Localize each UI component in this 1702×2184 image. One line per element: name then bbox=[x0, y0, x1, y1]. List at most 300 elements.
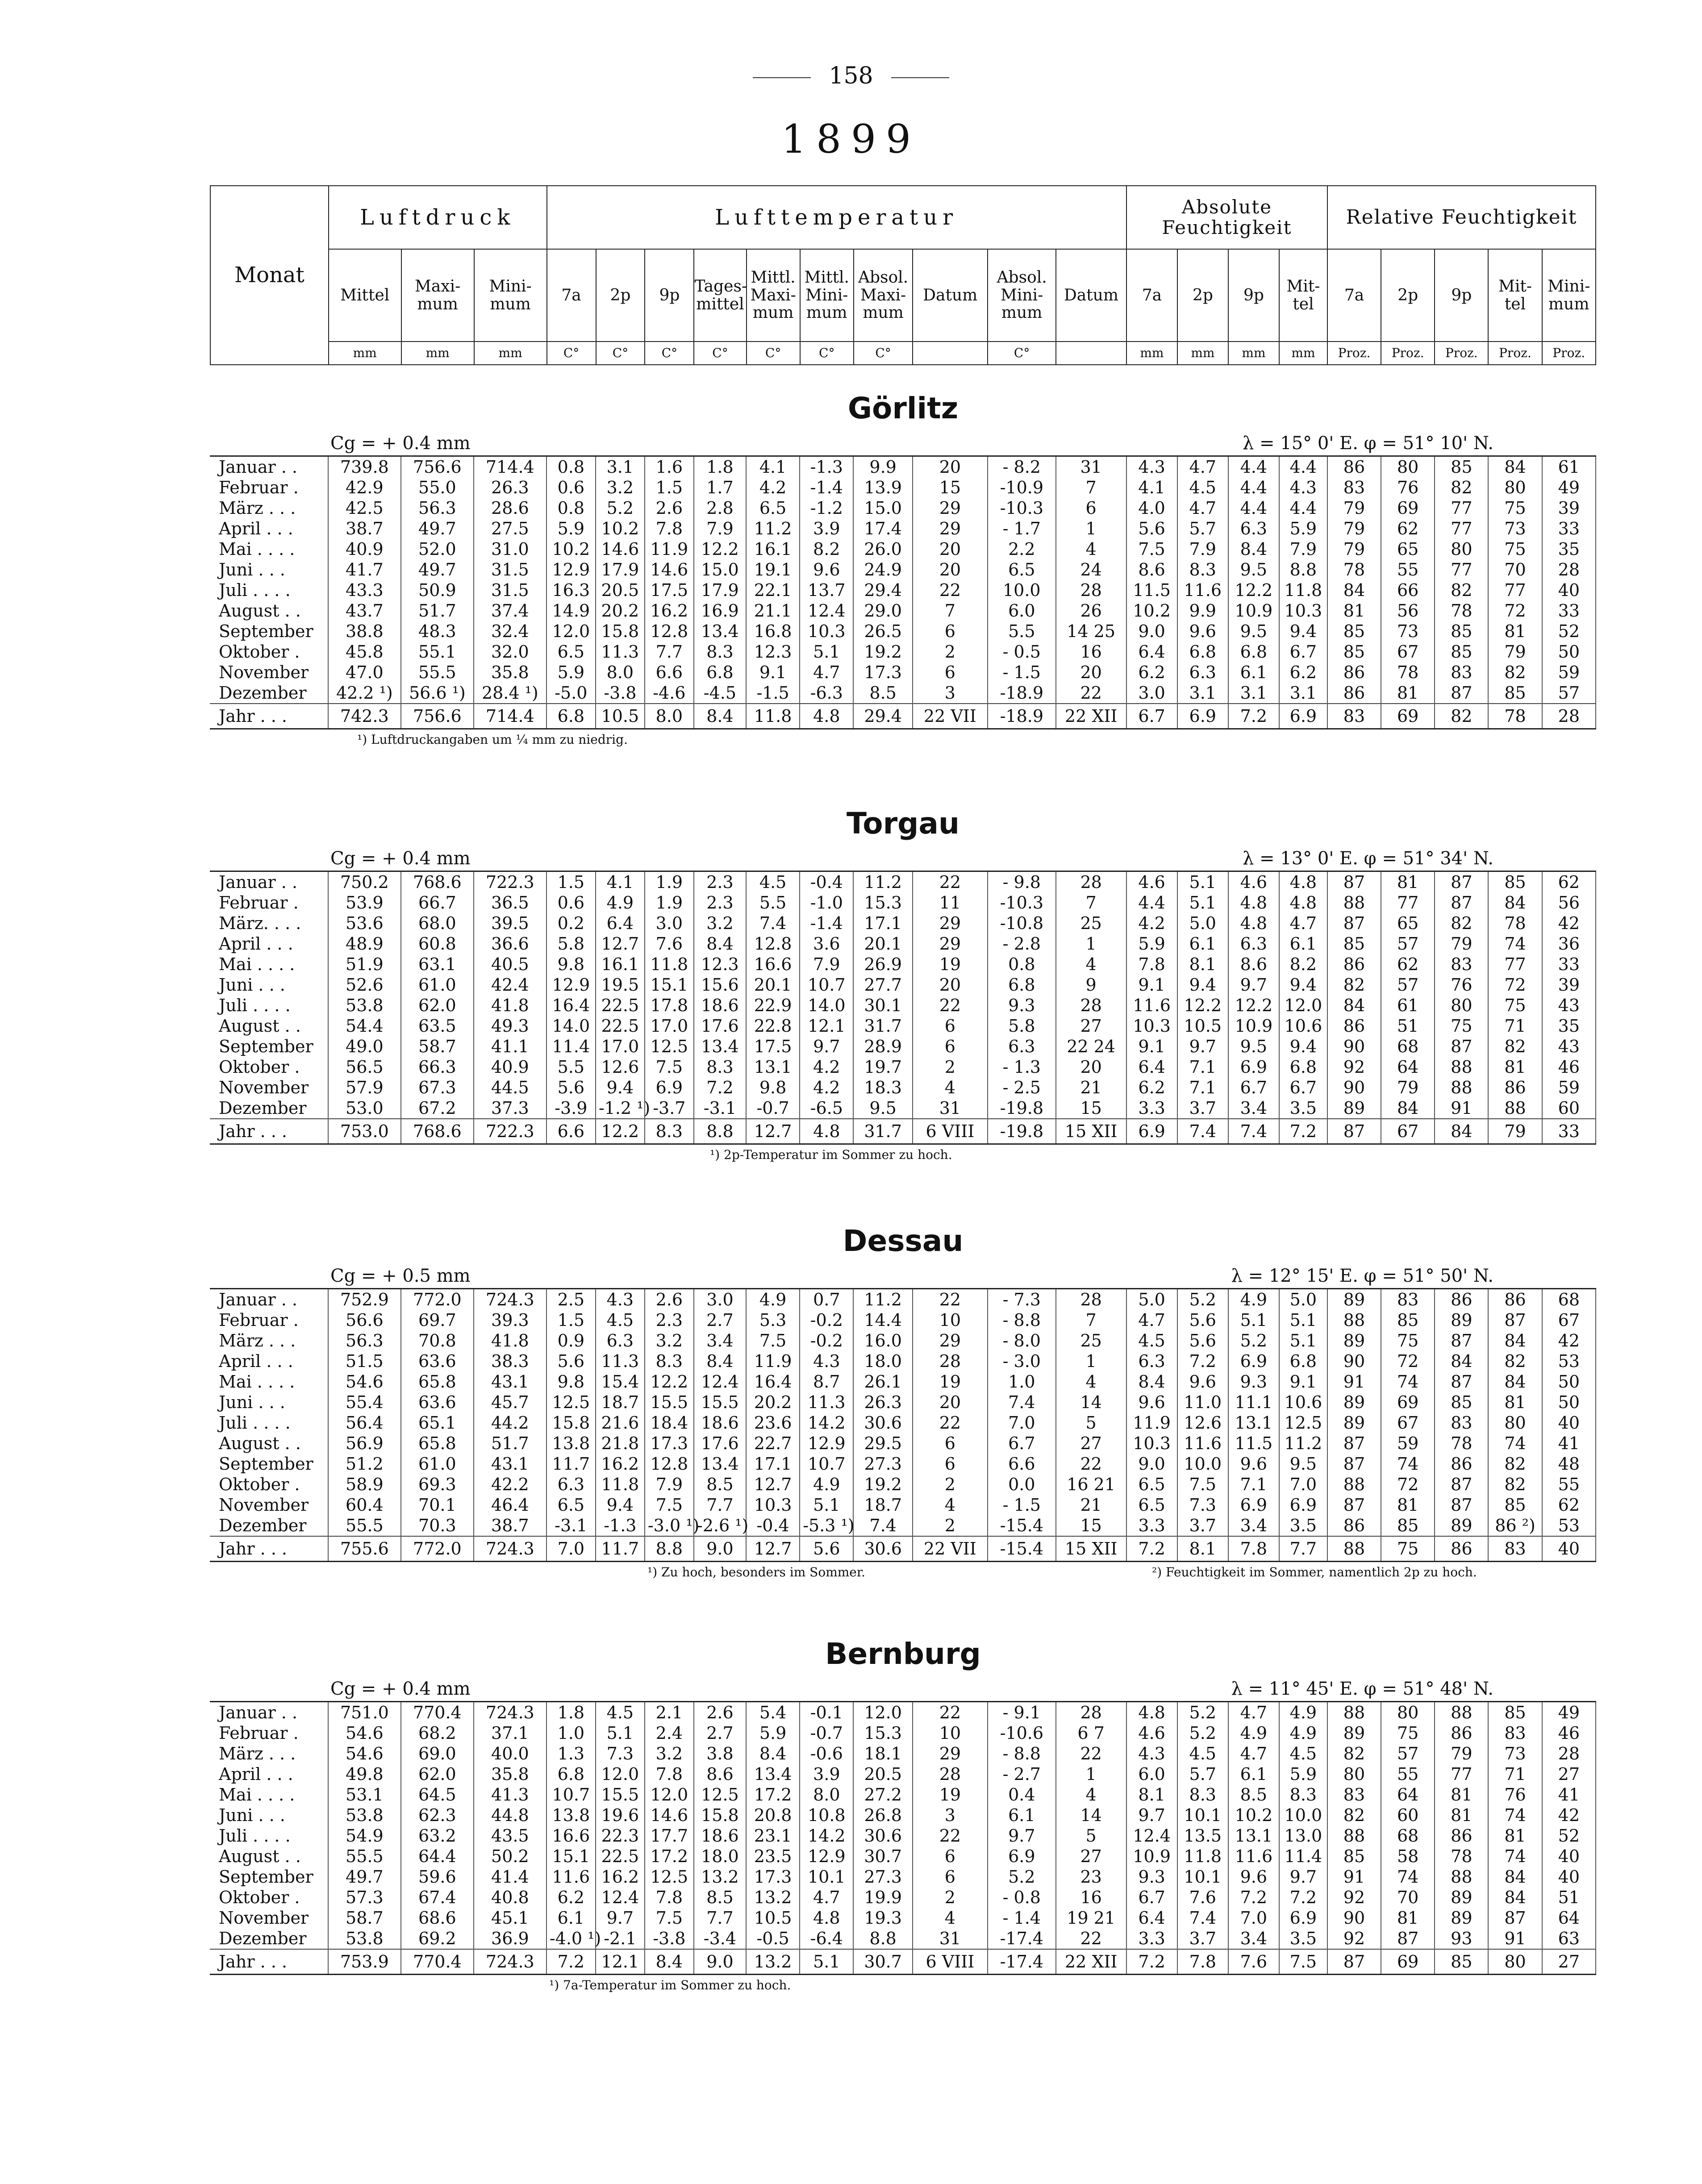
table-cell: 13.1 bbox=[1228, 1826, 1279, 1846]
table-cell: 63.5 bbox=[401, 1016, 474, 1036]
table-cell: 17.6 bbox=[694, 1016, 746, 1036]
table-cell: 4 bbox=[913, 1495, 988, 1515]
table-cell: 55.1 bbox=[401, 642, 474, 662]
table-cell: 68 bbox=[1542, 1289, 1596, 1310]
table-cell: 0.9 bbox=[546, 1330, 596, 1351]
month-label: Januar . . bbox=[210, 456, 328, 478]
table-cell: 12.0 bbox=[853, 1702, 912, 1723]
table-cell: 6.1 bbox=[1228, 1764, 1279, 1784]
table-cell: 17.9 bbox=[596, 559, 645, 580]
table-cell: 7.0 bbox=[546, 1536, 596, 1562]
table-cell: 12.0 bbox=[546, 621, 596, 642]
table-cell: 9.6 bbox=[1228, 1867, 1279, 1887]
column-unit: C° bbox=[800, 342, 854, 365]
table-cell: 5.7 bbox=[1177, 518, 1228, 539]
table-cell: 8.8 bbox=[853, 1928, 912, 1949]
table-cell: 83 bbox=[1327, 1784, 1381, 1805]
table-cell: 53 bbox=[1542, 1515, 1596, 1536]
table-cell: 85 bbox=[1435, 621, 1488, 642]
table-cell: 53.8 bbox=[328, 1928, 401, 1949]
table-cell: 15.5 bbox=[645, 1392, 694, 1413]
table-cell: 85 bbox=[1435, 456, 1488, 478]
table-cell: 22.5 bbox=[596, 995, 645, 1016]
table-cell: 6.5 bbox=[1126, 1495, 1177, 1515]
table-cell: 61 bbox=[1381, 995, 1435, 1016]
table-cell: -19.8 bbox=[988, 1119, 1056, 1144]
table-cell: 81 bbox=[1488, 1392, 1542, 1413]
table-cell: 19.9 bbox=[853, 1887, 912, 1908]
table-cell: 73 bbox=[1488, 518, 1542, 539]
table-cell: 5.2 bbox=[1177, 1289, 1228, 1310]
table-cell: 4 bbox=[1056, 954, 1126, 975]
table-cell: 86 bbox=[1327, 683, 1381, 704]
month-label: April . . . bbox=[210, 518, 328, 539]
table-cell: 5.2 bbox=[596, 498, 645, 518]
table-cell: 724.3 bbox=[474, 1702, 546, 1723]
month-row bbox=[210, 1392, 1596, 1413]
table-cell: 50.9 bbox=[401, 580, 474, 600]
table-cell: 46 bbox=[1542, 1057, 1596, 1077]
table-cell: 58.7 bbox=[401, 1036, 474, 1057]
table-cell: 63 bbox=[1542, 1928, 1596, 1949]
column-unit: C° bbox=[854, 342, 913, 365]
month-label: Juli . . . . bbox=[210, 580, 328, 600]
table-cell: 55.5 bbox=[328, 1846, 401, 1867]
table-cell: 80 bbox=[1488, 1413, 1542, 1433]
table-cell: 43.1 bbox=[474, 1454, 546, 1474]
table-cell: -10.6 bbox=[988, 1723, 1056, 1743]
table-cell: 756.6 bbox=[401, 456, 474, 478]
table-cell: 81 bbox=[1488, 621, 1542, 642]
table-cell: 18.6 bbox=[694, 995, 746, 1016]
table-cell: 8.4 bbox=[694, 704, 746, 729]
table-cell: 42 bbox=[1542, 1805, 1596, 1826]
month-row bbox=[210, 954, 1596, 975]
table-cell: 5 bbox=[1056, 1826, 1126, 1846]
table-cell: 27 bbox=[1056, 1016, 1126, 1036]
table-cell: 11.3 bbox=[800, 1392, 853, 1413]
table-cell: 77 bbox=[1435, 498, 1488, 518]
table-cell: 35 bbox=[1542, 1016, 1596, 1036]
table-cell: 10.1 bbox=[800, 1867, 853, 1887]
table-cell: - 8.8 bbox=[988, 1310, 1056, 1330]
table-cell: 6.7 bbox=[1279, 1077, 1327, 1098]
table-cell: 75 bbox=[1435, 1016, 1488, 1036]
table-cell: 10.2 bbox=[596, 518, 645, 539]
column-label: Datum bbox=[913, 249, 988, 342]
table-cell: 7.3 bbox=[1177, 1495, 1228, 1515]
footnote: ¹) Luftdruckangaben um ¼ mm zu niedrig. bbox=[357, 732, 628, 747]
table-cell: 92 bbox=[1327, 1887, 1381, 1908]
table-cell: 79 bbox=[1435, 1743, 1488, 1764]
table-cell: 7.2 bbox=[1228, 1887, 1279, 1908]
table-cell: 40 bbox=[1542, 1413, 1596, 1433]
table-cell: 52.0 bbox=[401, 539, 474, 559]
table-cell: 8.3 bbox=[1177, 1784, 1228, 1805]
table-cell: 90 bbox=[1327, 1036, 1381, 1057]
table-cell: 84 bbox=[1435, 1351, 1488, 1371]
table-cell: 70.8 bbox=[401, 1330, 474, 1351]
table-cell: 7.7 bbox=[1279, 1536, 1327, 1562]
table-cell: 15 XII bbox=[1056, 1119, 1126, 1144]
table-cell: 6 bbox=[1056, 498, 1126, 518]
year-row bbox=[210, 704, 1596, 729]
table-cell: 80 bbox=[1381, 1702, 1435, 1723]
table-cell: 4.4 bbox=[1228, 477, 1279, 498]
table-cell: 6.4 bbox=[1126, 642, 1177, 662]
table-cell: 65.8 bbox=[401, 1433, 474, 1454]
month-label: Juni . . . bbox=[210, 559, 328, 580]
table-cell: 6.1 bbox=[988, 1805, 1056, 1826]
table-cell: 62 bbox=[1542, 1495, 1596, 1515]
table-cell: 10.0 bbox=[1279, 1805, 1327, 1826]
table-cell: 8.4 bbox=[694, 1351, 746, 1371]
table-cell: 67 bbox=[1381, 1413, 1435, 1433]
table-cell: -10.3 bbox=[988, 498, 1056, 518]
table-cell: 40.9 bbox=[474, 1057, 546, 1077]
table-cell: 16 bbox=[1056, 642, 1126, 662]
table-cell: 6.9 bbox=[988, 1846, 1056, 1867]
table-cell: 40.5 bbox=[474, 954, 546, 975]
table-cell: 14.9 bbox=[546, 600, 596, 621]
table-cell: 86 bbox=[1435, 1723, 1488, 1743]
table-cell: 4.3 bbox=[1126, 1743, 1177, 1764]
table-cell: 79 bbox=[1327, 518, 1381, 539]
table-cell: 2 bbox=[913, 1887, 988, 1908]
table-cell: 4.2 bbox=[1126, 913, 1177, 934]
month-label: April . . . bbox=[210, 1764, 328, 1784]
table-cell: 3.4 bbox=[1228, 1928, 1279, 1949]
table-cell: 92 bbox=[1327, 1928, 1381, 1949]
table-cell: 0.7 bbox=[800, 1289, 853, 1310]
table-cell: 10.7 bbox=[800, 1454, 853, 1474]
table-cell: 27.5 bbox=[474, 518, 546, 539]
table-cell: 27.2 bbox=[853, 1784, 912, 1805]
table-cell: 7.8 bbox=[645, 518, 694, 539]
table-cell: 40.8 bbox=[474, 1887, 546, 1908]
table-cell: 7.5 bbox=[1126, 539, 1177, 559]
table-cell: 26 bbox=[1056, 600, 1126, 621]
table-cell: 13.0 bbox=[1279, 1826, 1327, 1846]
table-cell: 1.8 bbox=[694, 456, 746, 478]
table-cell: 77 bbox=[1488, 954, 1542, 975]
table-cell: 10.0 bbox=[988, 580, 1056, 600]
table-cell: 22.9 bbox=[746, 995, 800, 1016]
table-cell: 11.5 bbox=[1126, 580, 1177, 600]
table-cell: 4.7 bbox=[800, 662, 853, 683]
table-cell: -0.7 bbox=[800, 1723, 853, 1743]
table-cell: 11.0 bbox=[1177, 1392, 1228, 1413]
table-cell: 3.3 bbox=[1126, 1515, 1177, 1536]
table-cell: 75 bbox=[1488, 498, 1542, 518]
station-block bbox=[210, 1221, 1596, 1580]
month-label: September bbox=[210, 1454, 328, 1474]
table-cell: 7.4 bbox=[853, 1515, 912, 1536]
table-cell: 4.7 bbox=[1279, 913, 1327, 934]
table-cell: 41.8 bbox=[474, 995, 546, 1016]
table-cell: 28 bbox=[913, 1764, 988, 1784]
table-cell: 59 bbox=[1381, 1433, 1435, 1454]
table-cell: 10.1 bbox=[1177, 1805, 1228, 1826]
table-cell: 4.6 bbox=[1228, 871, 1279, 893]
table-cell: 5.9 bbox=[1126, 934, 1177, 954]
table-cell: 51.5 bbox=[328, 1351, 401, 1371]
month-label: Januar . . bbox=[210, 1702, 328, 1723]
table-cell: 91 bbox=[1327, 1371, 1381, 1392]
month-row bbox=[210, 1413, 1596, 1433]
table-cell: 52.6 bbox=[328, 975, 401, 995]
table-cell: 87 bbox=[1488, 1908, 1542, 1928]
table-cell: 31.0 bbox=[474, 539, 546, 559]
table-cell: 87 bbox=[1488, 1310, 1542, 1330]
table-cell: 7.8 bbox=[1126, 954, 1177, 975]
table-cell: 54.6 bbox=[328, 1723, 401, 1743]
footnote: ²) Feuchtigkeit im Sommer, namentlich 2p zu hoch. bbox=[1152, 1565, 1477, 1580]
table-cell: 22 bbox=[1056, 683, 1126, 704]
table-cell: 21.8 bbox=[596, 1433, 645, 1454]
table-cell: 22.5 bbox=[596, 1846, 645, 1867]
table-cell: 49.3 bbox=[474, 1016, 546, 1036]
table-cell: 5.6 bbox=[1177, 1330, 1228, 1351]
table-cell: 18.0 bbox=[853, 1351, 912, 1371]
table-cell: 5.7 bbox=[1177, 1764, 1228, 1784]
table-cell: 8.5 bbox=[694, 1887, 746, 1908]
table-cell: 87 bbox=[1327, 1119, 1381, 1144]
table-cell: 724.3 bbox=[474, 1289, 546, 1310]
table-cell: 6.7 bbox=[1126, 704, 1177, 729]
table-cell: 22 bbox=[913, 1826, 988, 1846]
table-cell: 77 bbox=[1435, 518, 1488, 539]
table-cell: 17.3 bbox=[645, 1433, 694, 1454]
table-cell: 4.9 bbox=[1279, 1723, 1327, 1743]
column-label: 2p bbox=[1177, 249, 1228, 342]
table-cell: 2 bbox=[913, 1474, 988, 1495]
table-cell: 9.5 bbox=[853, 1098, 912, 1119]
table-cell: 58.7 bbox=[328, 1908, 401, 1928]
table-cell: -3.8 bbox=[645, 1928, 694, 1949]
table-cell: 57 bbox=[1381, 934, 1435, 954]
table-cell: 74 bbox=[1381, 1454, 1435, 1474]
table-cell: 89 bbox=[1327, 1723, 1381, 1743]
table-cell: 50 bbox=[1542, 1392, 1596, 1413]
table-cell: 11.8 bbox=[1279, 580, 1327, 600]
footnotes bbox=[210, 1562, 1596, 1580]
table-cell: 28 bbox=[1542, 704, 1596, 729]
table-cell: 41.4 bbox=[474, 1867, 546, 1887]
table-cell: 85 bbox=[1327, 934, 1381, 954]
table-cell: 10.3 bbox=[746, 1495, 800, 1515]
table-cell: 6 bbox=[913, 1433, 988, 1454]
table-cell: 29 bbox=[913, 913, 988, 934]
table-cell: 87 bbox=[1435, 871, 1488, 893]
table-cell: 18.6 bbox=[694, 1413, 746, 1433]
table-cell: 6.8 bbox=[1279, 1351, 1327, 1371]
table-cell: 48.9 bbox=[328, 934, 401, 954]
table-cell: 21 bbox=[1056, 1077, 1126, 1098]
table-cell: 2.6 bbox=[645, 498, 694, 518]
table-cell: 3.7 bbox=[1177, 1515, 1228, 1536]
table-cell: 11.2 bbox=[746, 518, 800, 539]
column-unit: mm bbox=[401, 342, 474, 365]
table-cell: 87 bbox=[1327, 1949, 1381, 1975]
table-cell: 4.9 bbox=[1228, 1723, 1279, 1743]
table-cell: 29.4 bbox=[853, 704, 912, 729]
month-label: August . . bbox=[210, 1016, 328, 1036]
table-cell: 11.9 bbox=[645, 539, 694, 559]
column-unit: Proz. bbox=[1381, 342, 1435, 365]
table-cell: 81 bbox=[1488, 1057, 1542, 1077]
table-cell: 9.6 bbox=[1228, 1454, 1279, 1474]
table-cell: 43.7 bbox=[328, 600, 401, 621]
table-cell: 55 bbox=[1381, 559, 1435, 580]
table-cell: 2.5 bbox=[546, 1289, 596, 1310]
table-cell: 29.5 bbox=[853, 1433, 912, 1454]
column-label: Datum bbox=[1056, 249, 1126, 342]
table-cell: 57.3 bbox=[328, 1887, 401, 1908]
table-cell: 6 VIII bbox=[913, 1949, 988, 1975]
table-cell: 48 bbox=[1542, 1454, 1596, 1474]
table-cell: 10.3 bbox=[800, 621, 853, 642]
table-cell: 85 bbox=[1488, 1495, 1542, 1515]
table-cell: 87 bbox=[1435, 1036, 1488, 1057]
table-cell: 78 bbox=[1488, 913, 1542, 934]
table-cell: 15.8 bbox=[596, 621, 645, 642]
table-cell: 85 bbox=[1488, 683, 1542, 704]
table-cell: 19 bbox=[913, 1371, 988, 1392]
table-cell: 10 bbox=[913, 1310, 988, 1330]
table-cell: 17.0 bbox=[596, 1036, 645, 1057]
table-cell: 6.1 bbox=[1279, 934, 1327, 954]
table-cell: 46 bbox=[1542, 1723, 1596, 1743]
table-cell: 22 bbox=[913, 1702, 988, 1723]
table-cell: 22.8 bbox=[746, 1016, 800, 1036]
table-cell: - 1.5 bbox=[988, 1495, 1056, 1515]
table-cell: - 1.3 bbox=[988, 1057, 1056, 1077]
table-cell: -4.0 ¹) bbox=[546, 1928, 596, 1949]
table-cell: 3 bbox=[913, 1805, 988, 1826]
table-cell: 11.2 bbox=[853, 871, 912, 893]
table-cell: 2.3 bbox=[694, 871, 746, 893]
table-cell: 756.6 bbox=[401, 704, 474, 729]
table-cell: 17.3 bbox=[746, 1867, 800, 1887]
column-label: Mini-mum bbox=[1542, 249, 1596, 342]
table-cell: 42.9 bbox=[328, 477, 401, 498]
table-cell: 12.4 bbox=[694, 1371, 746, 1392]
table-cell: 6.5 bbox=[1126, 1474, 1177, 1495]
table-cell: 3.6 bbox=[800, 934, 853, 954]
table-cell: 4.3 bbox=[1126, 456, 1177, 478]
table-cell: 1.7 bbox=[694, 477, 746, 498]
table-cell: 26.0 bbox=[853, 539, 912, 559]
table-cell: 45.1 bbox=[474, 1908, 546, 1928]
table-cell: 12.4 bbox=[1126, 1826, 1177, 1846]
table-cell: 13.8 bbox=[546, 1805, 596, 1826]
table-cell: 8.4 bbox=[645, 1949, 694, 1975]
table-cell: 9.1 bbox=[746, 662, 800, 683]
table-cell: 6 bbox=[913, 1036, 988, 1057]
table-cell: 4.8 bbox=[1228, 913, 1279, 934]
table-cell: 40.0 bbox=[474, 1743, 546, 1764]
month-label: Mai . . . . bbox=[210, 1371, 328, 1392]
table-cell: 88 bbox=[1327, 1536, 1381, 1562]
month-row bbox=[210, 1433, 1596, 1454]
table-cell: 39 bbox=[1542, 975, 1596, 995]
table-cell: 51.9 bbox=[328, 954, 401, 975]
table-cell: 768.6 bbox=[401, 1119, 474, 1144]
table-cell: 12.1 bbox=[596, 1949, 645, 1975]
table-cell: 4.4 bbox=[1126, 892, 1177, 913]
table-cell: 19.3 bbox=[853, 1908, 912, 1928]
table-cell: 66.7 bbox=[401, 892, 474, 913]
table-cell: 88 bbox=[1435, 1702, 1488, 1723]
table-cell: 16.1 bbox=[596, 954, 645, 975]
table-cell: 65.1 bbox=[401, 1413, 474, 1433]
table-cell: 41.8 bbox=[474, 1330, 546, 1351]
month-row bbox=[210, 477, 1596, 498]
table-cell: 89 bbox=[1327, 1413, 1381, 1433]
table-cell: 51 bbox=[1542, 1887, 1596, 1908]
table-cell: 11.6 bbox=[1126, 995, 1177, 1016]
table-cell: 26.3 bbox=[474, 477, 546, 498]
table-cell: 64 bbox=[1381, 1784, 1435, 1805]
table-cell: 4.5 bbox=[1177, 477, 1228, 498]
table-cell: 55 bbox=[1381, 1764, 1435, 1784]
table-cell: 10.2 bbox=[1126, 600, 1177, 621]
table-cell: 5.8 bbox=[546, 934, 596, 954]
table-cell: 7.2 bbox=[1279, 1887, 1327, 1908]
table-cell: 53.6 bbox=[328, 913, 401, 934]
table-cell: 20.8 bbox=[746, 1805, 800, 1826]
table-cell: 86 bbox=[1435, 1826, 1488, 1846]
station-coordinates: λ = 12° 15' E. φ = 51° 50' N. bbox=[1231, 1266, 1493, 1286]
table-cell: 88 bbox=[1435, 1057, 1488, 1077]
year-row bbox=[210, 1119, 1596, 1144]
table-cell: 17.4 bbox=[853, 518, 912, 539]
table-cell: 4 bbox=[1056, 1371, 1126, 1392]
table-cell: -1.2 ¹) bbox=[596, 1098, 645, 1119]
table-cell: 84 bbox=[1488, 892, 1542, 913]
table-cell: 23 bbox=[1056, 1867, 1126, 1887]
table-cell: 4.4 bbox=[1228, 498, 1279, 518]
table-cell: 81 bbox=[1381, 871, 1435, 893]
table-cell: - 9.1 bbox=[988, 1702, 1056, 1723]
table-cell: 4.1 bbox=[596, 871, 645, 893]
table-cell: 64 bbox=[1381, 1057, 1435, 1077]
table-cell: 9.5 bbox=[1228, 621, 1279, 642]
table-cell: 20.2 bbox=[746, 1392, 800, 1413]
column-label: 9p bbox=[1435, 249, 1488, 342]
table-cell: 8.4 bbox=[746, 1743, 800, 1764]
table-cell: 5.6 bbox=[546, 1351, 596, 1371]
table-cell: 9.8 bbox=[746, 1077, 800, 1098]
group-relative-feuchtigkeit: Relative Feuchtigkeit bbox=[1327, 186, 1596, 249]
table-cell: 5.6 bbox=[800, 1536, 853, 1562]
table-cell: 83 bbox=[1488, 1536, 1542, 1562]
table-cell: 14 bbox=[1056, 1805, 1126, 1826]
table-cell: 11.9 bbox=[746, 1351, 800, 1371]
month-row bbox=[210, 1826, 1596, 1846]
table-cell: 11.2 bbox=[853, 1289, 912, 1310]
table-cell: 3.5 bbox=[1279, 1515, 1327, 1536]
table-cell: 17.5 bbox=[645, 580, 694, 600]
column-label: Mittl. Mini-mum bbox=[800, 249, 854, 342]
table-cell: 85 bbox=[1327, 642, 1381, 662]
month-label: September bbox=[210, 1867, 328, 1887]
table-cell: 22 bbox=[913, 1413, 988, 1433]
column-label: Maxi-mum bbox=[401, 249, 474, 342]
month-label: Juni . . . bbox=[210, 1805, 328, 1826]
table-cell: 4.8 bbox=[800, 1908, 853, 1928]
